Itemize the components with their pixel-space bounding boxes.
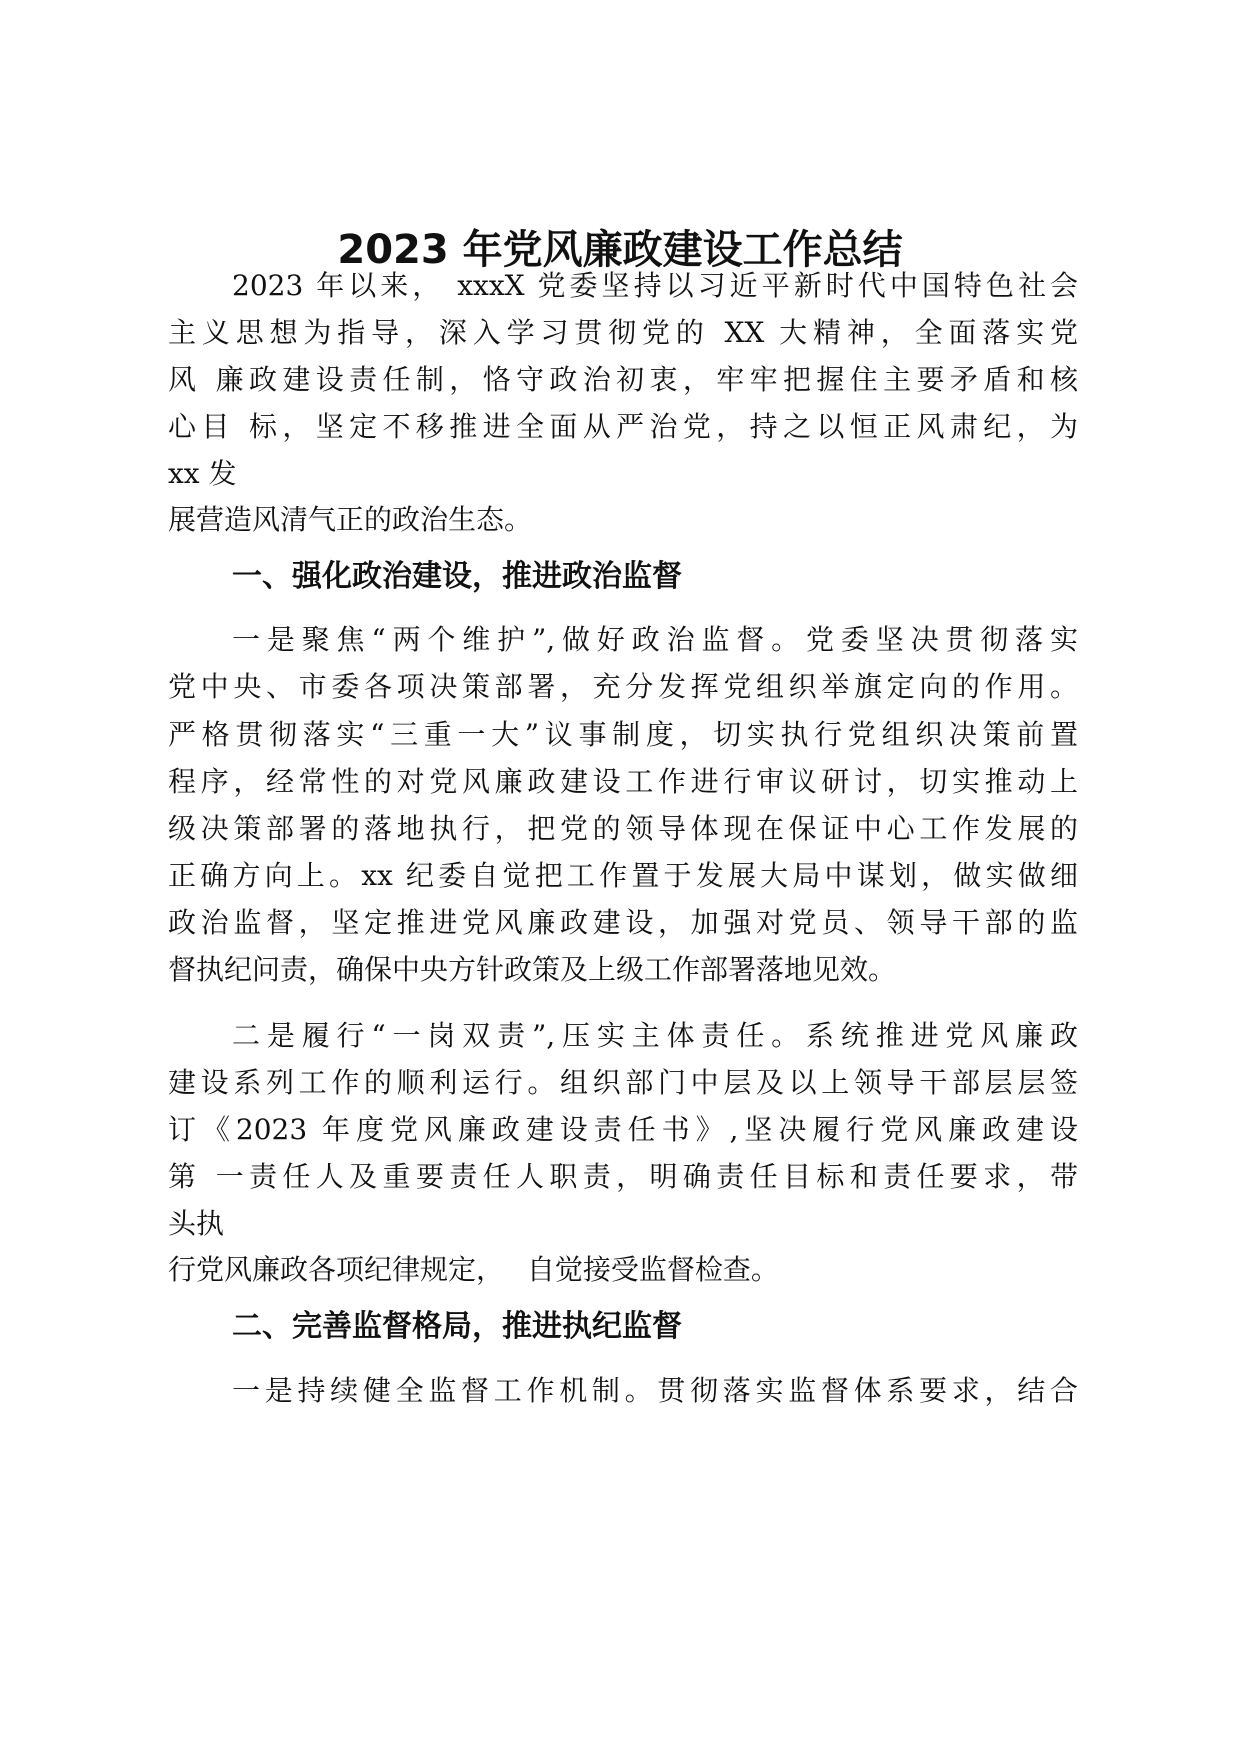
section-heading-1: 一、强化政治建设，推进政治监督 (232, 559, 682, 594)
paragraph-line: 级决策部署的落地执行，把党的领导体现在保证中心工作发展的 (168, 812, 1078, 845)
document-title: 2023 年党风廉政建设工作总结 (337, 227, 903, 273)
paragraph-line: 风 廉政建设责任制，恪守政治初衷，牢牢把握住主要矛盾和核 (168, 363, 1078, 396)
paragraph-line: 二是履行“一岗双责”,压实主体责任。系统推进党风廉政 (232, 1019, 1078, 1052)
paragraph-line: 政治监督，坚定推进党风廉政建设，加强对党员、领导干部的监 (168, 906, 1078, 939)
section-heading-2: 二、完善监督格局，推进执纪监督 (232, 1309, 682, 1344)
paragraph-line: xx 发 (168, 457, 237, 490)
paragraph-line: 党中央、市委各项决策部署，充分发挥党组织举旗定向的作用。 (168, 670, 1078, 703)
paragraph-line: 建设系列工作的顺利运行。组织部门中层及以上领导干部层层签 (168, 1066, 1078, 1099)
paragraph-line: 头执 (168, 1207, 225, 1240)
paragraph-line: 正确方向上。xx 纪委自觉把工作置于发展大局中谋划，做实做细 (168, 859, 1078, 892)
paragraph-line: 一是聚焦“两个维护”,做好政治监督。党委坚决贯彻落实 (232, 623, 1078, 656)
paragraph-line: 主义思想为指导，深入学习贯彻党的 XX 大精神，全面落实党 (168, 316, 1078, 349)
paragraph-line: 第 一责任人及重要责任人职责，明确责任目标和责任要求，带 (168, 1160, 1078, 1193)
paragraph-line: 程序，经常性的对党风廉政建设工作进行审议研讨，切实推动上 (168, 765, 1078, 798)
paragraph-line: 督执纪问责，确保中央方针政策及上级工作部署落地见效。 (168, 953, 897, 986)
paragraph-line: 2023 年以来， xxxX 党委坚持以习近平新时代中国特色社会 (232, 269, 1078, 302)
paragraph-line: 行党风廉政各项纪律规定， 自觉接受监督检查。 (168, 1253, 779, 1286)
paragraph-line: 订《2023 年度党风廉政建设责任书》,坚决履行党风廉政建设 (168, 1113, 1078, 1146)
paragraph-line: 一是持续健全监督工作机制。贯彻落实监督体系要求，结合 (232, 1374, 1078, 1407)
paragraph-line: 展营造风清气正的政治生态。 (168, 503, 533, 536)
paragraph-line: 心目 标，坚定不移推进全面从严治党，持之以恒正风肃纪，为 (168, 410, 1078, 443)
paragraph-line: 严格贯彻落实“三重一大”议事制度，切实执行党组织决策前置 (168, 718, 1078, 751)
